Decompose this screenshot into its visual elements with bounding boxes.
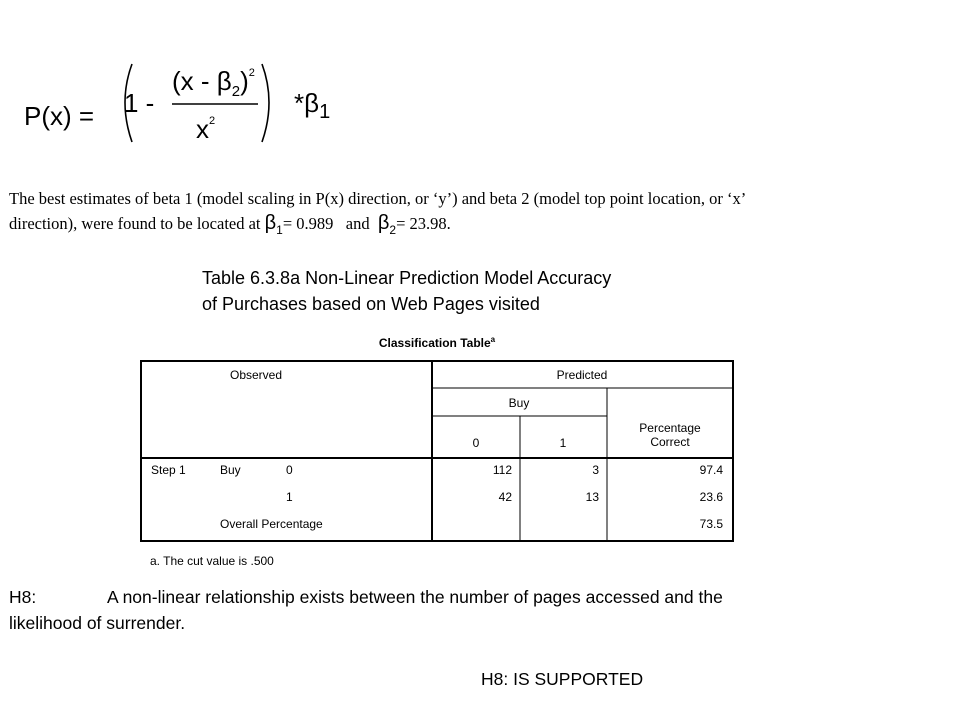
pct-header-line1: Percentage	[639, 421, 701, 435]
hypothesis-text	[9, 584, 949, 636]
buy-row-label: Buy	[220, 463, 241, 477]
table-caption: Table 6.3.8a Non-Linear Prediction Model Accuracy of Purchases based on Web Pages visited	[202, 268, 612, 314]
formula	[0, 40, 380, 160]
hypothesis-line-1: A non-linear relationship exists between the number of pages accessed and the	[107, 587, 723, 607]
hypothesis-label: H8:	[9, 587, 37, 607]
buy-header: Buy	[508, 396, 530, 410]
observed-header: Observed	[229, 368, 283, 382]
beta2-value: = 23.98.	[396, 214, 451, 233]
estimates-line-1: The best estimates of beta 1 (model scaling in P(x) direction, or ‘y’) and beta 2 (model top point location, or ‘x’	[9, 189, 747, 208]
step-label: Step 1	[151, 463, 186, 477]
row-1-label: 1	[286, 490, 293, 504]
row-0-label: 0	[286, 463, 293, 477]
row-0-c1: 3	[592, 463, 599, 477]
overall-label: Overall Percentage	[220, 517, 323, 531]
overall-pct: 73.5	[699, 517, 723, 531]
col-0-header: 0	[472, 436, 480, 450]
estimates-paragraph	[9, 186, 960, 246]
row-0-c0: 112	[492, 463, 512, 477]
row-1-c1: 13	[585, 490, 599, 504]
table-footnote: a. The cut value is .500	[150, 554, 274, 568]
formula-one-minus: 1 -	[124, 88, 155, 118]
beta2-symbol: $\beta_2$	[377, 212, 397, 237]
beta1-symbol: $\beta_1$	[264, 212, 283, 237]
classification-table-title: Classification Table$^a$	[378, 335, 496, 350]
classification-table	[140, 360, 734, 542]
hypothesis-result: H8: IS SUPPORTED	[481, 669, 644, 689]
formula-lhs: P(x) =	[24, 101, 95, 131]
pct-header-line2: Correct	[650, 435, 690, 449]
col-1-header: 1	[559, 436, 567, 450]
estimates-line-2: direction), were found to be located at $\beta_1= 0.989$ and $\beta_2= 23.98$.	[9, 212, 451, 237]
predicted-header: Predicted	[556, 368, 608, 382]
beta1-value: = 0.989	[282, 214, 334, 233]
formula-numerator: $(x - \beta_2)^2$	[172, 66, 255, 100]
hypothesis-line-2: likelihood of surrender.	[9, 613, 186, 633]
row-1-c0: 42	[498, 490, 512, 504]
formula-denominator: $x^2$	[196, 114, 216, 144]
and-word: and	[345, 214, 370, 233]
row-1-pct: 23.6	[699, 490, 723, 504]
formula-times-beta: $*\beta_1$	[294, 88, 331, 123]
right-paren	[262, 64, 269, 142]
row-0-pct: 97.4	[699, 463, 723, 477]
